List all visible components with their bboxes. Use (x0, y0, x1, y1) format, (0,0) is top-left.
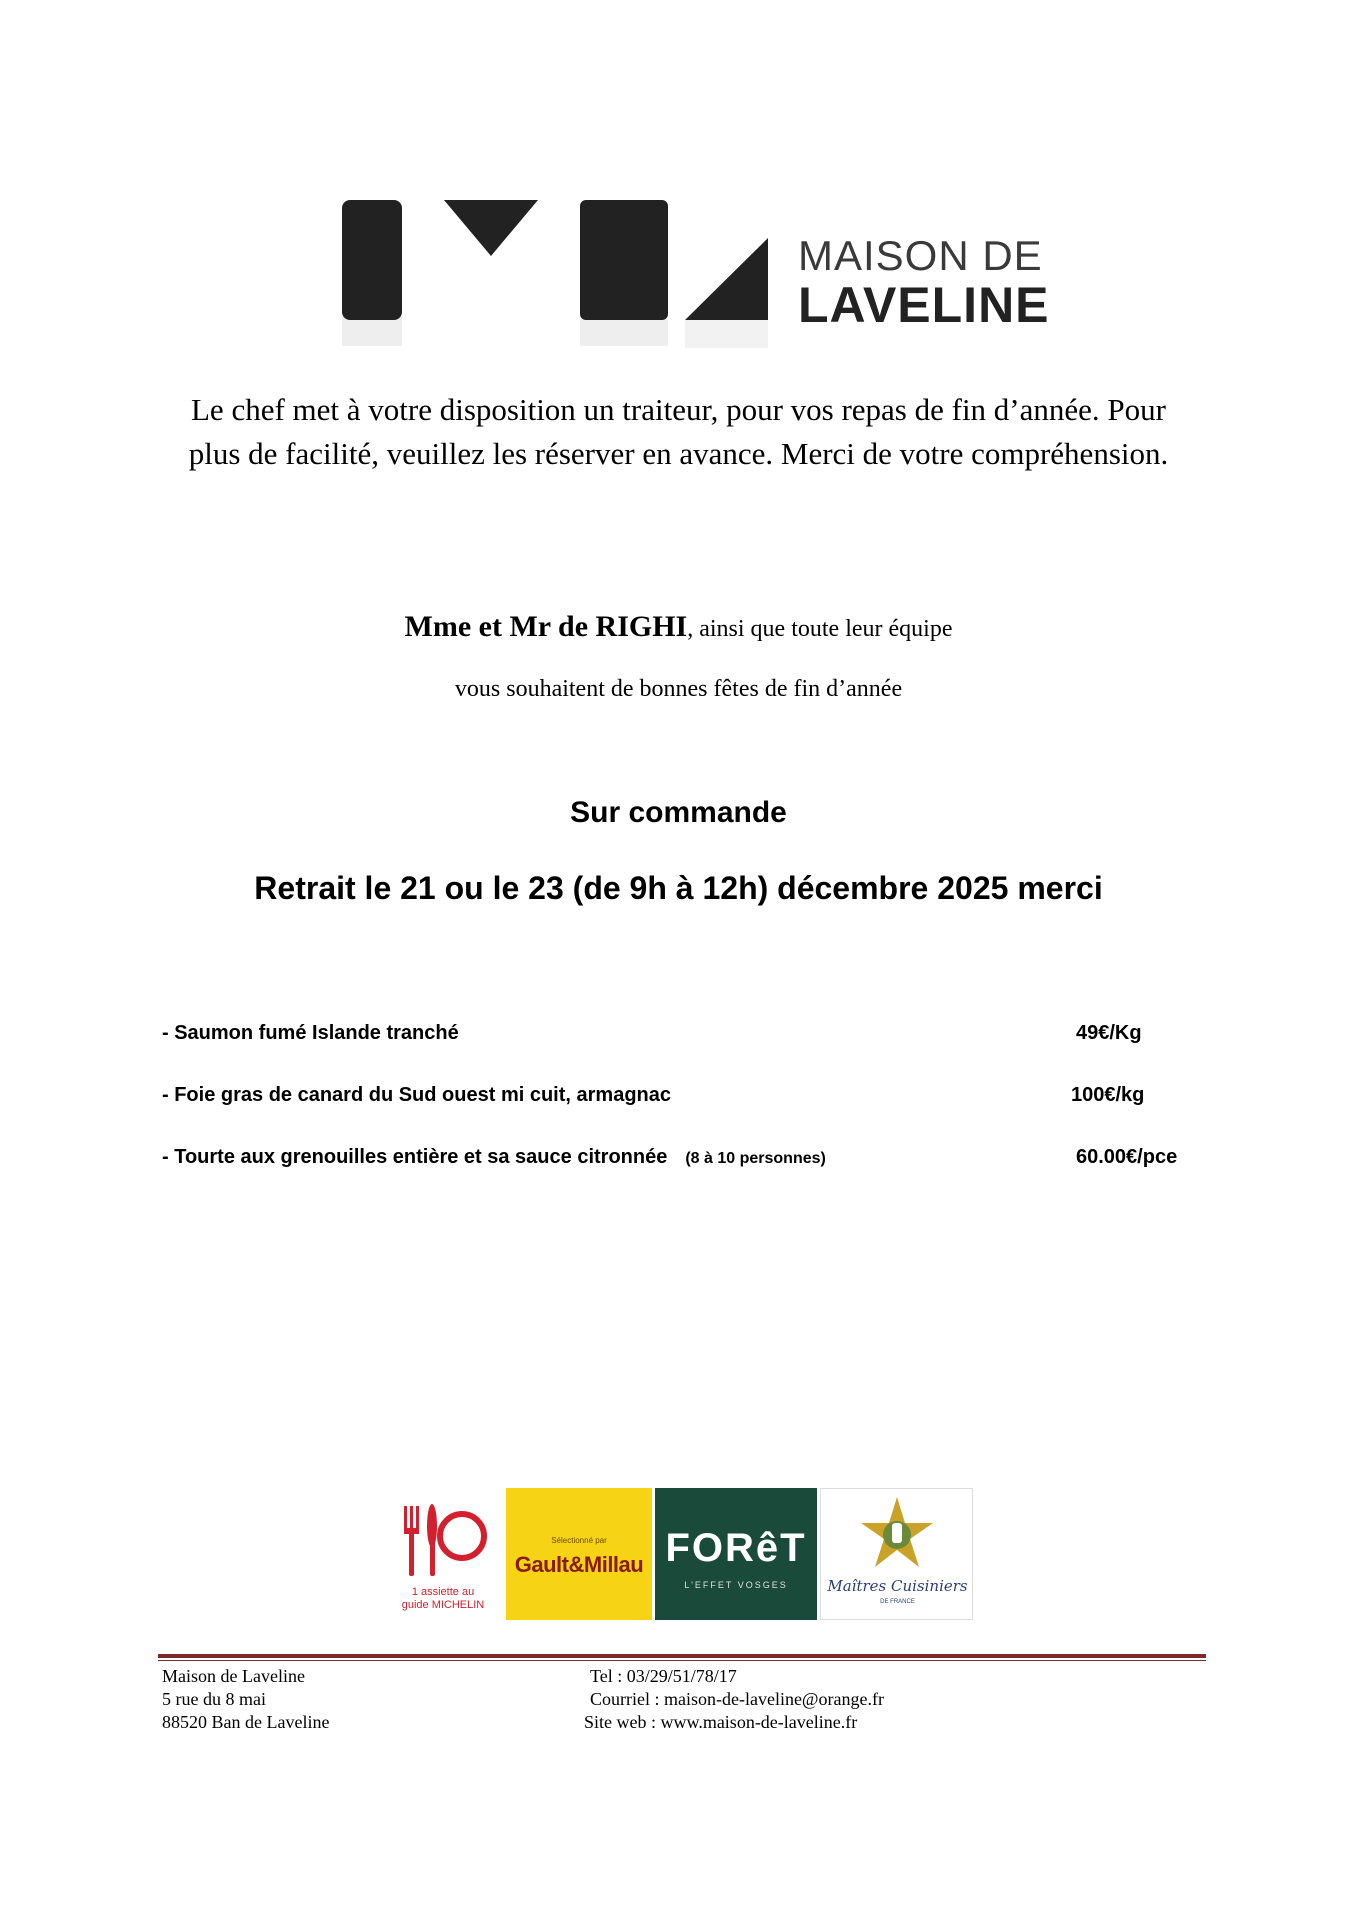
star-emblem-icon (857, 1495, 937, 1575)
michelin-badge (388, 1488, 498, 1620)
logo-line2: LAVELINE (798, 277, 1050, 333)
foret-label: FORêT (665, 1526, 807, 1570)
maitres-sublabel: DE FRANCE (880, 1599, 915, 1605)
maitres-label: Maîtres Cuisiniers (827, 1577, 968, 1595)
footer-rule (158, 1654, 1206, 1658)
gault-millau-label: Gault&Millau (514, 1552, 644, 1577)
footer-web[interactable]: Site web : www.maison-de-laveline.fr (584, 1712, 858, 1732)
wishes-rest: , ainsi que toute leur équipe (687, 616, 953, 642)
intro-line1: Le chef met à votre disposition un traiteur, pour vos repas de fin d’année. Pour (191, 392, 1166, 427)
item-note: (8 à 10 personnes) (685, 1150, 826, 1167)
menu-item-foie-gras (162, 1084, 671, 1107)
menu-item-tourte (162, 1146, 826, 1169)
owners-names: Mme et Mr de RIGHI (404, 610, 688, 643)
michelin-label: 1 assiette au guide MICHELIN (401, 1586, 485, 1611)
wishes-line2: vous souhaitent de bonnes fêtes de fin d’année (454, 676, 903, 702)
footer-street: 5 rue du 8 mai (162, 1689, 266, 1709)
fork-plate-icon (398, 1496, 488, 1586)
item-price: 60.00€/pce (1076, 1146, 1178, 1168)
maitres-cuisiniers-badge (820, 1488, 973, 1620)
pickup-info: Retrait le 21 ou le 23 (de 9h à 12h) décembre 2025 merci (254, 870, 1103, 906)
item-name: - Tourte aux grenouilles entière et sa sauce citronnée (162, 1146, 668, 1168)
gault-millau-badge (506, 1488, 652, 1620)
footer-email[interactable]: Courriel : maison-de-laveline@orange.fr (590, 1689, 884, 1709)
footer-name: Maison de Laveline (162, 1666, 305, 1686)
intro-line2: plus de facilité, veuillez les réserver en avance. Merci de votre compréhension. (188, 436, 1169, 471)
item-name: - Saumon fumé Islande tranché (162, 1022, 459, 1044)
order-title: Sur commande (570, 796, 787, 829)
footer-tel: Tel : 03/29/51/78/17 (590, 1666, 737, 1686)
menu-item-saumon (162, 1022, 459, 1045)
gault-selected-label: Sélectionné par (551, 1536, 607, 1545)
foret-badge (655, 1488, 817, 1620)
item-price: 49€/Kg (1076, 1022, 1142, 1044)
item-name: - Foie gras de canard du Sud ouest mi cuit, armagnac (162, 1084, 672, 1106)
footer-rule-thin (158, 1660, 1206, 1661)
foret-sublabel: L'EFFET VOSGES (684, 1580, 788, 1590)
item-price: 100€/kg (1071, 1084, 1145, 1106)
logo-line1: MAISON DE (798, 232, 1043, 279)
wishes-line1 (150, 610, 1207, 644)
footer-city: 88520 Ban de Laveline (162, 1712, 330, 1732)
